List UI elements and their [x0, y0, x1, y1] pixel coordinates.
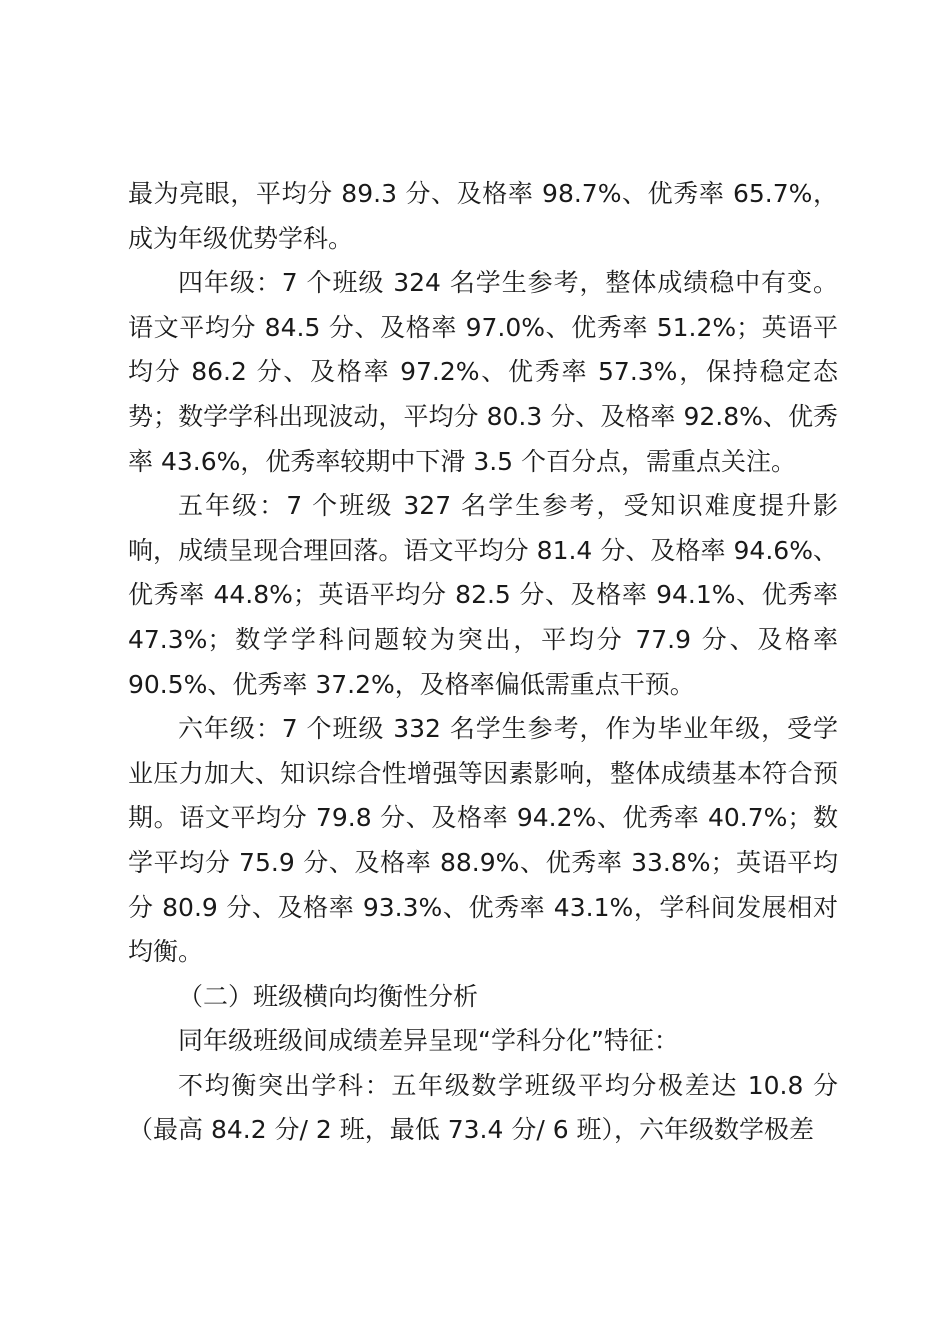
paragraph-grade-five: 五年级：7 个班级 327 名学生参考，受知识难度提升影响，成绩呈现合理回落。语文平均分 81.4 分、及格率 94.6%、优秀率 44.8%；英语平均分 82.5 分、及格率 94.1%、优秀率 47.3%；数学学科问题较为突出，平均分 77.9 分、及格率 90.5%、优秀率 37.2%，及格率偏低需重点干预。	[128, 491, 838, 699]
document-body	[128, 172, 838, 1153]
paragraph-continuation: 最为亮眼，平均分 89.3 分、及格率 98.7%、优秀率 65.7%，成为年级优势学科。	[128, 179, 838, 253]
section-heading: （二）班级横向均衡性分析	[178, 981, 479, 1011]
paragraph-imbalance: 不均衡突出学科：五年级数学班级平均分极差达 10.8 分（最高 84.2 分/ 2 班，最低 73.4 分/ 6 班），六年级数学极差	[128, 1070, 838, 1145]
paragraph-grade-four: 四年级：7 个班级 324 名学生参考，整体成绩稳中有变。语文平均分 84.5 分、及格率 97.0%、优秀率 51.2%；英语平均分 86.2 分、及格率 97.2%、优秀率 57.3%，保持稳定态势；数学学科出现波动，平均分 80.3 分、及格率 92.8%、优秀率 43.6%，优秀率较期中下滑 3.5 个百分点，需重点关注。	[128, 268, 838, 476]
section-intro: 同年级班级间成绩差异呈现“学科分化”特征：	[178, 1026, 679, 1056]
paragraph-grade-six: 六年级：7 个班级 332 名学生参考，作为毕业年级，受学业压力加大、知识综合性增强等因素影响，整体成绩基本符合预期。语文平均分 79.8 分、及格率 94.2%、优秀率 40.7%；数学平均分 75.9 分、及格率 88.9%、优秀率 33.8%；英语平均分 80.9 分、及格率 93.3%、优秀率 43.1%，学科间发展相对均衡。	[128, 714, 838, 967]
